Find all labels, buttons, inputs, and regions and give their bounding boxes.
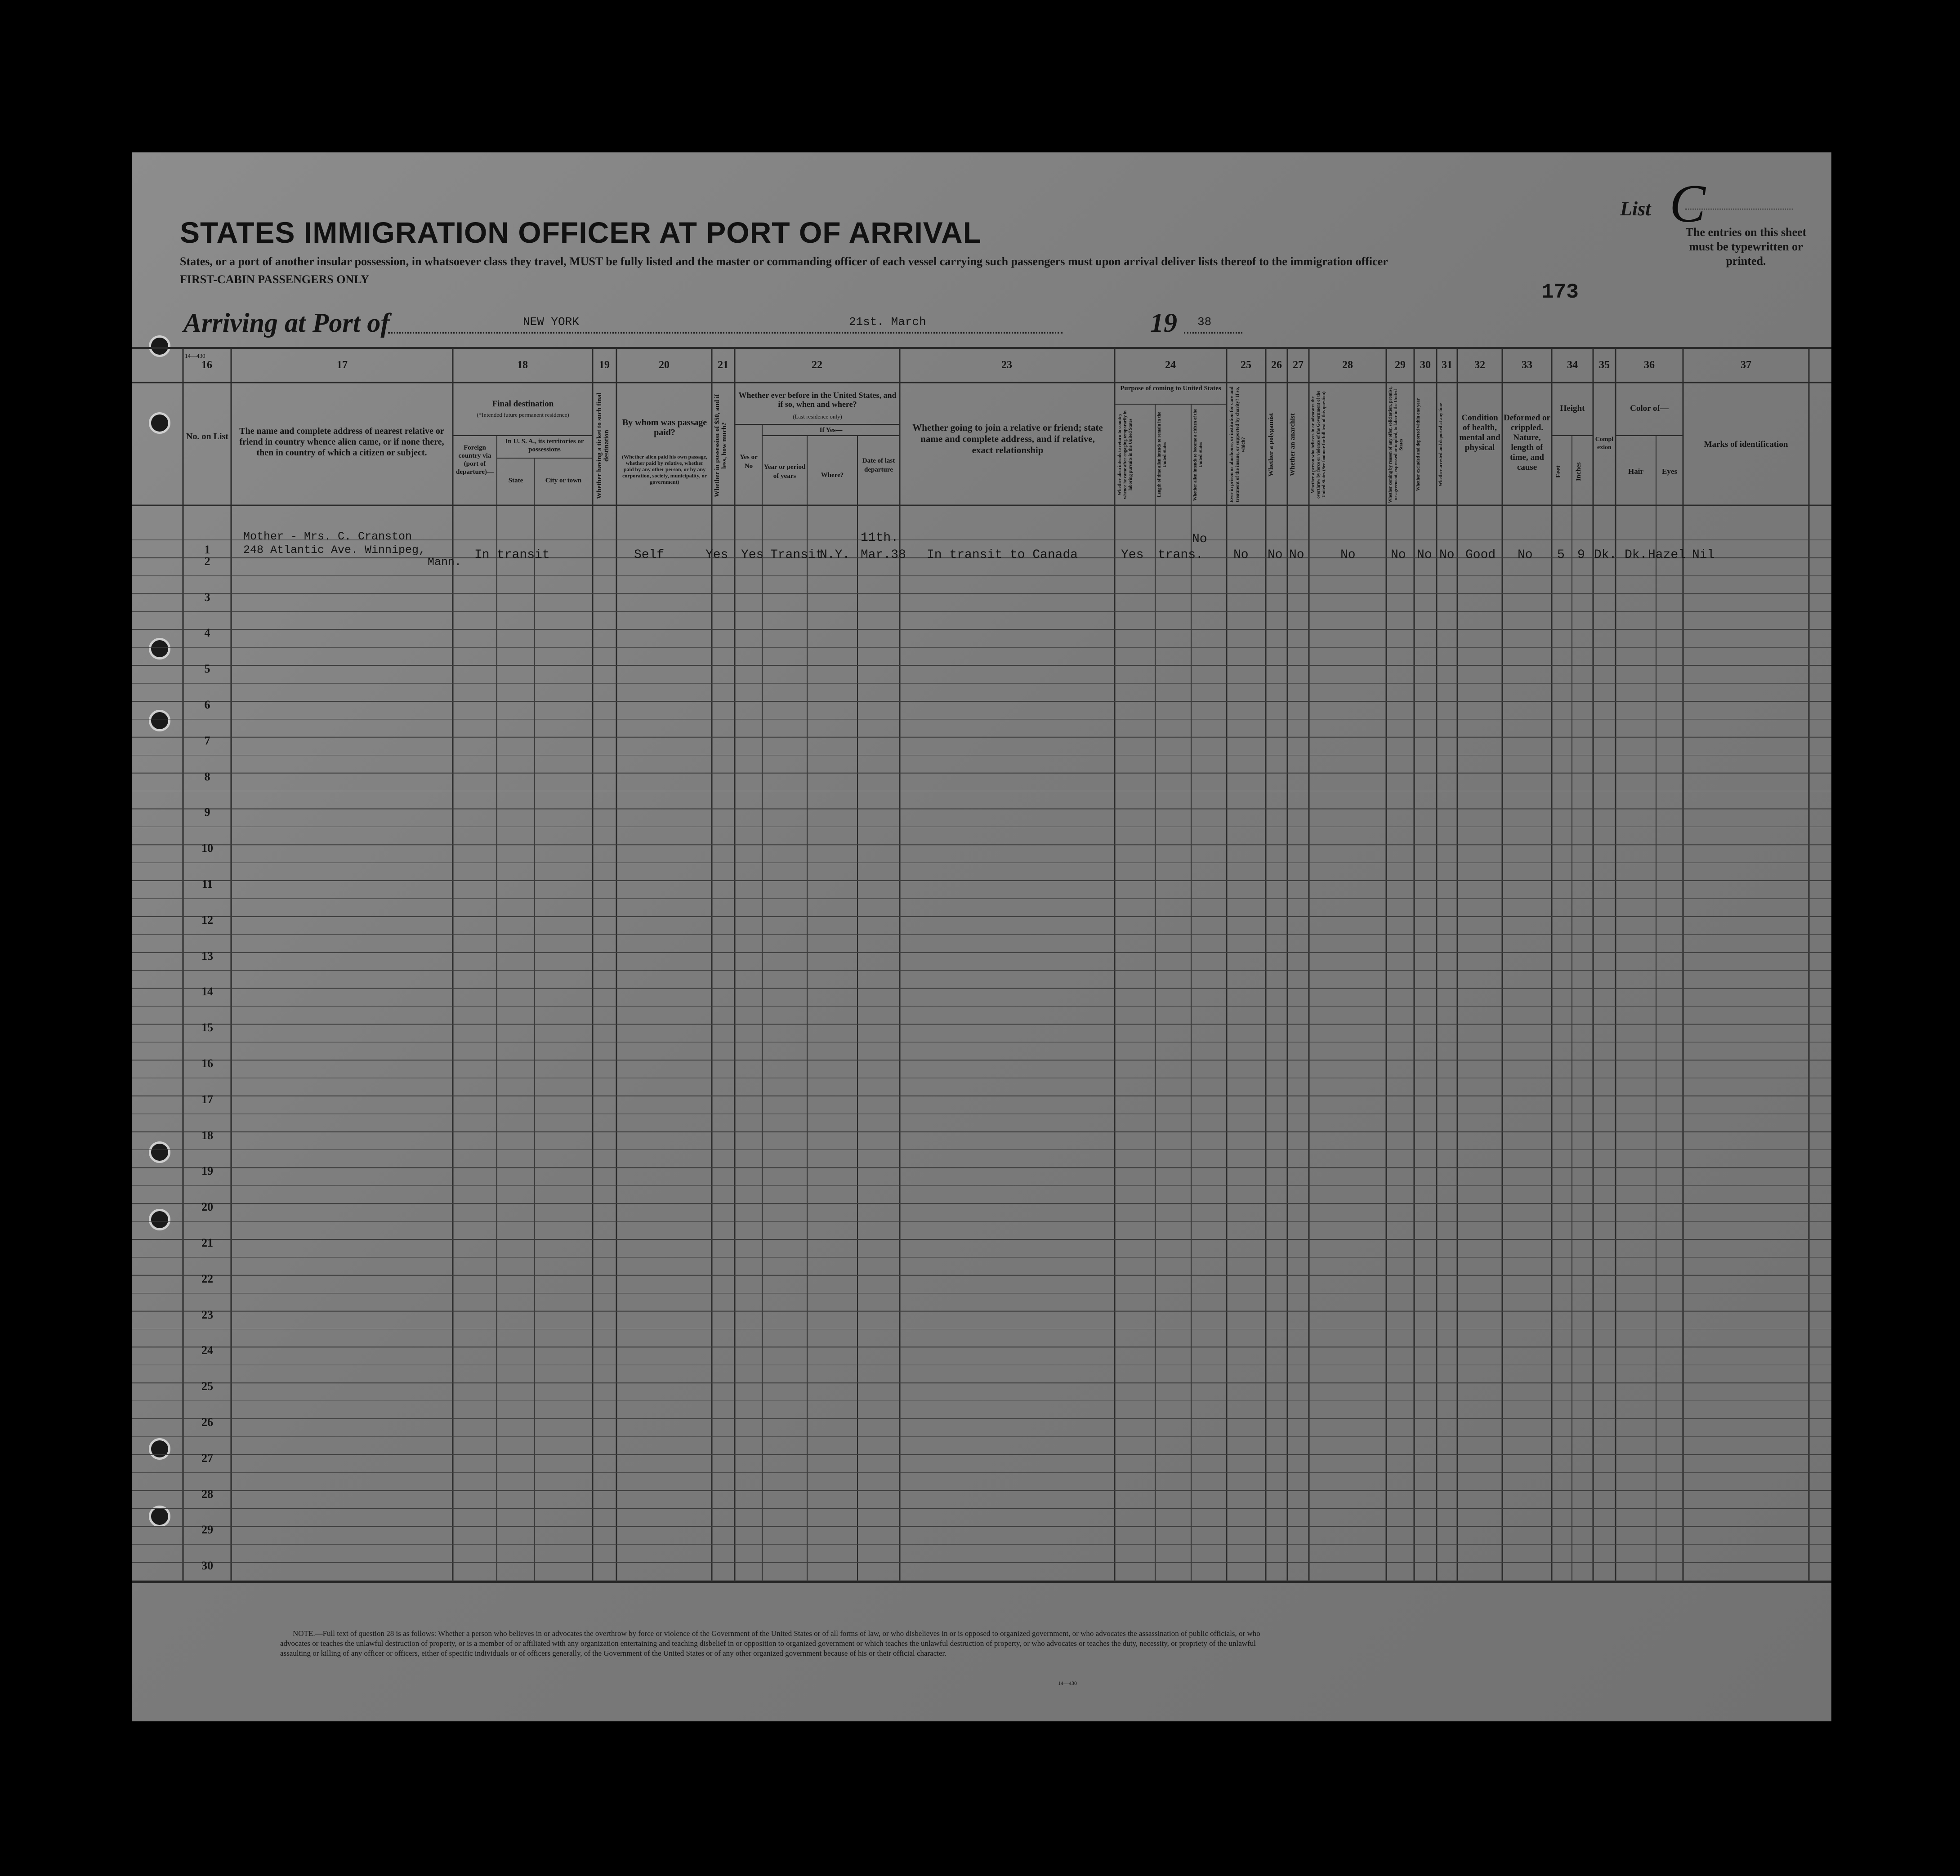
- header-final-destination-note: (*Intended future permanent residence): [477, 411, 569, 418]
- header-polygamist: Whether a polygamist: [1268, 413, 1275, 477]
- prison-value: No: [1233, 548, 1249, 562]
- destination-transit: transit: [497, 548, 550, 562]
- row-number: 9: [204, 806, 210, 819]
- header-foreign-country: Foreign country via (port of departure)—: [456, 444, 494, 476]
- column-number: 23: [1001, 359, 1012, 371]
- row-number: 24: [201, 1344, 213, 1357]
- header-return: Whether alien intends to return to country whence he came after engaging temporarily in laboring pursuits in the United States: [1117, 410, 1133, 499]
- header-citizen: Whether alien intends to become a citizen of the United States: [1193, 409, 1203, 501]
- row-number: 10: [201, 842, 213, 855]
- row-number: 20: [201, 1200, 213, 1214]
- form-subtitle: States, or a port of another insular possession, in whatsoever class they travel, MUST be fully listed and the master or commanding officer of each vessel carrying such passengers must upon arrival deliver lists thereof to the immigration officer: [180, 255, 1388, 268]
- complexion-value: Dk.: [1594, 548, 1617, 562]
- table-grid: [132, 152, 1831, 1721]
- excluded-value: No: [1417, 548, 1432, 562]
- form-code-bottom: 14—430: [1058, 1680, 1077, 1686]
- header-if-yes: If Yes—: [819, 427, 843, 434]
- header-arrested: Whether arrested and deported at any time: [1438, 403, 1443, 486]
- form-code-top: 14—430: [185, 352, 205, 359]
- row-number: 1: [204, 543, 210, 556]
- year-prefix: 19: [1150, 308, 1177, 338]
- destination-in: In: [474, 548, 490, 562]
- arriving-label: Arriving at Port of: [183, 308, 390, 338]
- header-in-usa: In U. S. A., its territories or possessions: [505, 438, 584, 453]
- column-number: 28: [1342, 359, 1353, 371]
- header-yes-no: Yes or No: [740, 454, 758, 470]
- header-feet: Feet: [1555, 465, 1562, 478]
- header-eyes: Eyes: [1662, 467, 1677, 476]
- column-number: 21: [718, 359, 728, 371]
- labor-offer-value: No: [1391, 548, 1406, 562]
- list-letter: C: [1670, 174, 1706, 233]
- header-passage: By whom was passage paid?: [622, 418, 707, 437]
- row-number: 16: [201, 1057, 213, 1070]
- row-number: 13: [201, 949, 213, 963]
- row-number: 2: [204, 554, 210, 568]
- row-number: 29: [201, 1523, 213, 1537]
- relative-line-1: Mother - Mrs. C. Cranston: [243, 530, 412, 543]
- row-number: 11: [201, 878, 213, 891]
- period-value: Transit: [770, 548, 823, 562]
- header-ticket: Whether having a ticket to such final destination: [596, 392, 610, 499]
- header-excluded: Whether excluded and deported within one year: [1416, 398, 1421, 491]
- column-number: 16: [201, 359, 212, 371]
- row-number: 27: [201, 1451, 213, 1465]
- port-value: NEW YORK: [523, 315, 579, 329]
- row-number: 14: [201, 985, 213, 998]
- header-final-destination: Final destination: [492, 399, 554, 409]
- header-overthrow: Whether a person who believes in or advocates the overthrow by force or violence of the Government of the United States (See footnote for full text of this question): [1311, 391, 1326, 499]
- anarchist-value: No: [1289, 548, 1304, 562]
- row-number: 3: [204, 590, 210, 604]
- length-value: trans.: [1158, 548, 1203, 562]
- row-number: 4: [204, 626, 210, 640]
- header-before-us: Whether ever before in the United States, and if so, when and where?: [738, 391, 897, 409]
- height-feet: 5: [1557, 548, 1565, 562]
- row-number: 7: [204, 734, 210, 747]
- row-number: 21: [201, 1236, 213, 1249]
- header-length: Length of time alien intends to remain in the United States: [1157, 412, 1167, 498]
- departure-date: Mar.38: [861, 548, 906, 562]
- header-inches: Inches: [1575, 462, 1582, 481]
- row-number: 12: [201, 913, 213, 927]
- header-joining: Whether going to join a relative or friend; state name and complete address, and if relative, exact relationship: [912, 422, 1103, 455]
- citizen-value: No: [1192, 532, 1207, 546]
- column-number: 24: [1165, 359, 1176, 371]
- row-number: 28: [201, 1487, 213, 1501]
- header-city: City or town: [545, 477, 582, 484]
- row-number: 8: [204, 770, 210, 783]
- relative-line-3: Mann.: [428, 556, 462, 569]
- column-number: 27: [1293, 359, 1304, 371]
- header-deformed: Deformed or crippled. Nature, length of time, and cause: [1504, 413, 1550, 472]
- header-departure-date: Date of last departure: [862, 457, 895, 473]
- page-number: 173: [1541, 281, 1579, 304]
- manifest-sheet: [132, 152, 1831, 1721]
- where-value: N.Y.: [820, 548, 850, 562]
- eyes-value: Hazel: [1648, 548, 1686, 562]
- before-yes-no: Yes: [741, 548, 764, 562]
- header-complexion: Complexion: [1595, 436, 1614, 451]
- header-labor-offer: Whether coming by reason of any offer, solicitation, promise, or agreement, expressed or implied, to labor in the United States: [1388, 386, 1404, 503]
- entries-note: The entries on this sheet must be typewritten or printed.: [1685, 226, 1807, 267]
- height-inches: 9: [1577, 548, 1585, 562]
- column-number: 29: [1395, 359, 1406, 371]
- row-number: 5: [204, 662, 210, 676]
- header-passage-note: (Whether alien paid his own passage, whether paid by relative, whether paid by any other person, or by any corporation, society, municipality, or government): [622, 454, 707, 485]
- hair-value: Dk.: [1625, 548, 1647, 562]
- class-note: FIRST-CABIN PASSENGERS ONLY: [180, 273, 369, 286]
- header-state: State: [508, 477, 523, 484]
- row-number: 6: [204, 698, 210, 711]
- deformed-value: No: [1518, 548, 1533, 562]
- column-number: 34: [1567, 359, 1578, 371]
- column-number: 30: [1420, 359, 1431, 371]
- date-value: 21st. March: [849, 315, 926, 329]
- column-number: 31: [1442, 359, 1452, 371]
- header-hair: Hair: [1628, 467, 1643, 476]
- year-suffix: 38: [1197, 315, 1212, 329]
- return-value: Yes: [1121, 548, 1144, 562]
- row-number: 25: [201, 1380, 213, 1393]
- row-number: 23: [201, 1308, 213, 1321]
- header-color: Color of—: [1630, 404, 1669, 413]
- column-number: 17: [337, 359, 348, 371]
- header-purpose: Purpose of coming to United States: [1120, 385, 1221, 392]
- column-number: 36: [1644, 359, 1655, 371]
- overthrow-value: No: [1340, 548, 1356, 562]
- column-number: 25: [1241, 359, 1251, 371]
- column-number: 33: [1522, 359, 1532, 371]
- row-number: 18: [201, 1128, 213, 1142]
- header-prison: Ever in prison or almshouse, or institution for care and treatment of the insane, or supported by charity? If so, which?: [1229, 386, 1246, 503]
- joining-value: In transit to Canada: [927, 548, 1078, 562]
- footnote: NOTE.—Full text of question 28 is as follows: Whether a person who believes in or advocates the overthrow by force or violence of the Government of the United States or of all forms of law, or who disbelieves in or is opposed to organized government, or who advocates the assassination of public officials, or who advocates or teaches the unlawful destruction of property, or is a member of or affiliated with any organization entertaining and teaching disbelief in or opposition to organized government or which teaches the unlawful destruction of property, or who advocates or teaches the duty, necessity, or propriety of the unlawful assaulting or killing of any officer or officers, either of specific individuals or of officers generally, of the Government of the United States or of any other organized government because of his or their official character.: [280, 1629, 1260, 1658]
- money-value: Yes: [705, 548, 728, 562]
- column-number: 35: [1599, 359, 1610, 371]
- list-label: List: [1620, 198, 1651, 220]
- row-number: 17: [201, 1092, 213, 1106]
- column-number: 37: [1741, 359, 1751, 371]
- arrested-value: No: [1439, 548, 1455, 562]
- column-number: 22: [812, 359, 822, 371]
- form-title: STATES IMMIGRATION OFFICER AT PORT OF ARRIVAL: [180, 216, 982, 249]
- relative-line-2: 248 Atlantic Ave. Winnipeg,: [243, 544, 426, 557]
- column-number: 19: [599, 359, 610, 371]
- passage-paid-by: Self: [634, 548, 665, 562]
- header-before-us-note: (Last residence only): [793, 413, 842, 420]
- header-relative: The name and complete address of nearest relative or friend in country whence alien came, or if none there, then in country of which a citizen or subject.: [239, 426, 444, 458]
- row-number: 26: [201, 1416, 213, 1429]
- column-number: 26: [1271, 359, 1282, 371]
- header-anarchist: Whether an anarchist: [1289, 413, 1296, 476]
- row-number: 15: [201, 1021, 213, 1034]
- polygamist-value: No: [1268, 548, 1283, 562]
- health-value: Good: [1465, 548, 1496, 562]
- column-number: 20: [659, 359, 670, 371]
- header-years: Year or period of years: [763, 463, 806, 480]
- header-health: Condition of health, mental and physical: [1459, 413, 1500, 452]
- header-no-on-list: No. on List: [186, 432, 228, 441]
- row-number: 19: [201, 1164, 213, 1178]
- header-marks: Marks of identification: [1704, 440, 1788, 449]
- row-number: 30: [201, 1559, 213, 1573]
- row-number: 22: [201, 1272, 213, 1285]
- header-money: Whether in possession of $50, and if less, how much?: [714, 394, 728, 498]
- departure-day: 11th.: [861, 531, 899, 545]
- marks-value: Nil: [1692, 548, 1715, 562]
- header-height: Height: [1560, 404, 1585, 413]
- column-number: 18: [517, 359, 528, 371]
- column-number: 32: [1474, 359, 1485, 371]
- header-where: Where?: [821, 472, 844, 479]
